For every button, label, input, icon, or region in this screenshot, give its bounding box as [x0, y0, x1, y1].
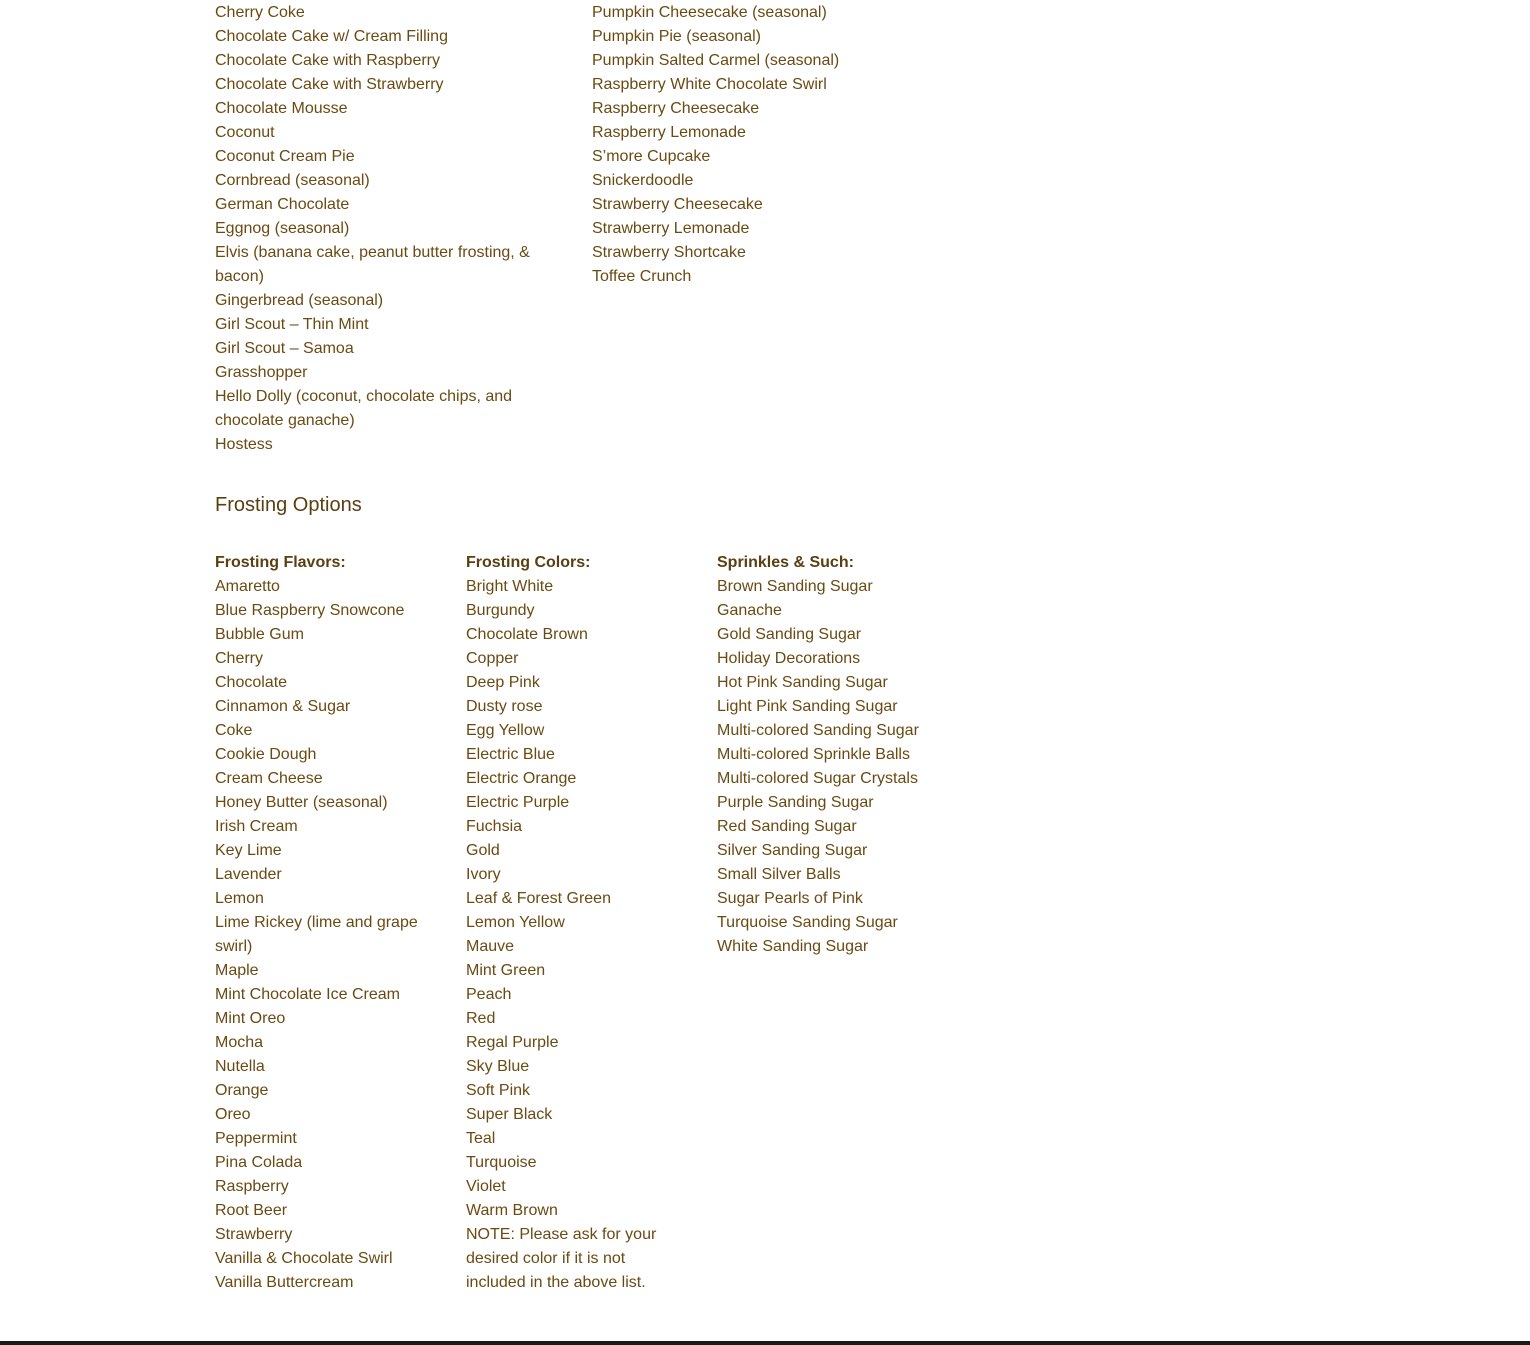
list-item: Multi-colored Sugar Crystals — [717, 770, 918, 787]
list-item: Electric Purple — [466, 794, 570, 811]
frosting-colors-column — [466, 551, 671, 1295]
list-item: Hostess — [215, 436, 273, 453]
list-item: Fuchsia — [466, 818, 523, 835]
list-item: Ganache — [717, 602, 782, 619]
list-item: Gold — [466, 842, 500, 859]
frosting-flavors-heading: Frosting Flavors: — [215, 554, 346, 571]
list-item: Pumpkin Pie (seasonal) — [592, 28, 761, 45]
list-item: Bright White — [466, 578, 554, 595]
list-item: Strawberry Lemonade — [592, 220, 750, 237]
list-item: Leaf & Forest Green — [466, 890, 611, 907]
footer-divider — [0, 1341, 1530, 1345]
list-item: Chocolate — [215, 674, 288, 691]
list-item: Sky Blue — [466, 1058, 530, 1075]
list-item: Eggnog (seasonal) — [215, 220, 350, 237]
list-item: Gold Sanding Sugar — [717, 626, 862, 643]
list-item: Pumpkin Salted Carmel (seasonal) — [592, 52, 840, 69]
frosting-flavors-list — [215, 575, 435, 1295]
list-item: Teal — [466, 1130, 496, 1147]
list-item: Burgundy — [466, 602, 535, 619]
list-item: Pina Colada — [215, 1154, 303, 1171]
list-item: Nutella — [215, 1058, 265, 1075]
list-item: Raspberry Cheesecake — [592, 100, 760, 117]
list-item: Snickerdoodle — [592, 172, 694, 189]
list-item: Ivory — [466, 866, 501, 883]
list-item: Lemon — [215, 890, 264, 907]
list-item: Root Beer — [215, 1202, 288, 1219]
list-item: Honey Butter (seasonal) — [215, 794, 388, 811]
list-item: Mauve — [466, 938, 515, 955]
list-item: Brown Sanding Sugar — [717, 578, 873, 595]
list-item: Vanilla & Chocolate Swirl — [215, 1250, 393, 1267]
frosting-colors-note: NOTE: Please ask for your desired color if it is not included in the above list. — [466, 1226, 657, 1291]
list-item: Irish Cream — [215, 818, 298, 835]
list-item: Mint Oreo — [215, 1010, 286, 1027]
frosting-colors-heading: Frosting Colors: — [466, 554, 591, 571]
list-item: Peppermint — [215, 1130, 297, 1147]
list-item: Super Black — [466, 1106, 553, 1123]
list-item: Strawberry — [215, 1226, 293, 1243]
list-item: Turquoise Sanding Sugar — [717, 914, 898, 931]
list-item: Red — [466, 1010, 496, 1027]
list-item: Sugar Pearls of Pink — [717, 890, 863, 907]
list-item: Violet — [466, 1178, 506, 1195]
list-item: Amaretto — [215, 578, 280, 595]
list-item: Dusty rose — [466, 698, 543, 715]
list-item: Oreo — [215, 1106, 251, 1123]
list-item: Multi-colored Sanding Sugar — [717, 722, 919, 739]
list-item: Elvis (banana cake, peanut butter frosting, & bacon) — [215, 244, 530, 285]
list-item: Hello Dolly (coconut, chocolate chips, and chocolate ganache) — [215, 388, 513, 429]
list-item: Electric Orange — [466, 770, 577, 787]
list-item: Copper — [466, 650, 519, 667]
list-item: Cream Cheese — [215, 770, 323, 787]
list-item: Coconut — [215, 124, 275, 141]
list-item: German Chocolate — [215, 196, 350, 213]
list-item: S’more Cupcake — [592, 148, 711, 165]
list-item: Maple — [215, 962, 259, 979]
list-item: Gingerbread (seasonal) — [215, 292, 384, 309]
list-item: Strawberry Cheesecake — [592, 196, 763, 213]
list-item: Lime Rickey (lime and grape swirl) — [215, 914, 418, 955]
frosting-options-heading: Frosting Options — [215, 494, 362, 516]
list-item: Turquoise — [466, 1154, 537, 1171]
list-item: Orange — [215, 1082, 269, 1099]
sprinkles-heading: Sprinkles & Such: — [717, 554, 854, 571]
frosting-flavors-column — [215, 551, 435, 1295]
frosting-colors-list — [466, 575, 671, 1223]
list-item: Mint Chocolate Ice Cream — [215, 986, 400, 1003]
list-item: Raspberry White Chocolate Swirl — [592, 76, 827, 93]
list-item: White Sanding Sugar — [717, 938, 869, 955]
list-item: Raspberry Lemonade — [592, 124, 746, 141]
list-item: Regal Purple — [466, 1034, 559, 1051]
list-item: Cookie Dough — [215, 746, 317, 763]
list-item: Warm Brown — [466, 1202, 558, 1219]
list-item: Electric Blue — [466, 746, 555, 763]
list-item: Peach — [466, 986, 512, 1003]
list-item: Red Sanding Sugar — [717, 818, 857, 835]
list-item: Chocolate Cake with Strawberry — [215, 76, 444, 93]
list-item: Blue Raspberry Snowcone — [215, 602, 405, 619]
list-item: Chocolate Cake w/ Cream Filling — [215, 28, 448, 45]
list-item: Chocolate Cake with Raspberry — [215, 52, 440, 69]
list-item: Chocolate Brown — [466, 626, 588, 643]
list-item: Girl Scout – Samoa — [215, 340, 354, 357]
list-item: Chocolate Mousse — [215, 100, 348, 117]
list-item: Cinnamon & Sugar — [215, 698, 351, 715]
list-item: Coke — [215, 722, 253, 739]
list-item: Pumpkin Cheesecake (seasonal) — [592, 4, 827, 21]
list-item: Bubble Gum — [215, 626, 304, 643]
list-item: Cornbread (seasonal) — [215, 172, 370, 189]
list-item: Cherry — [215, 650, 264, 667]
list-item: Holiday Decorations — [717, 650, 861, 667]
list-item: Purple Sanding Sugar — [717, 794, 874, 811]
list-item: Mint Green — [466, 962, 546, 979]
cake-flavor-list-left — [215, 1, 545, 457]
list-item: Egg Yellow — [466, 722, 545, 739]
list-item: Lemon Yellow — [466, 914, 565, 931]
list-item: Light Pink Sanding Sugar — [717, 698, 898, 715]
list-item: Deep Pink — [466, 674, 540, 691]
cake-flavor-list-right — [592, 1, 922, 289]
list-item: Mocha — [215, 1034, 264, 1051]
list-item: Vanilla Buttercream — [215, 1274, 354, 1291]
list-item: Silver Sanding Sugar — [717, 842, 868, 859]
list-item: Cherry Coke — [215, 4, 305, 21]
list-item: Multi-colored Sprinkle Balls — [717, 746, 910, 763]
list-item: Hot Pink Sanding Sugar — [717, 674, 888, 691]
list-item: Coconut Cream Pie — [215, 148, 355, 165]
sprinkles-column — [717, 551, 977, 959]
list-item: Raspberry — [215, 1178, 289, 1195]
list-item: Grasshopper — [215, 364, 308, 381]
list-item: Strawberry Shortcake — [592, 244, 746, 261]
list-item: Small Silver Balls — [717, 866, 841, 883]
list-item: Soft Pink — [466, 1082, 531, 1099]
sprinkles-list — [717, 575, 977, 959]
list-item: Girl Scout – Thin Mint — [215, 316, 369, 333]
list-item: Toffee Crunch — [592, 268, 692, 285]
list-item: Key Lime — [215, 842, 282, 859]
list-item: Lavender — [215, 866, 282, 883]
